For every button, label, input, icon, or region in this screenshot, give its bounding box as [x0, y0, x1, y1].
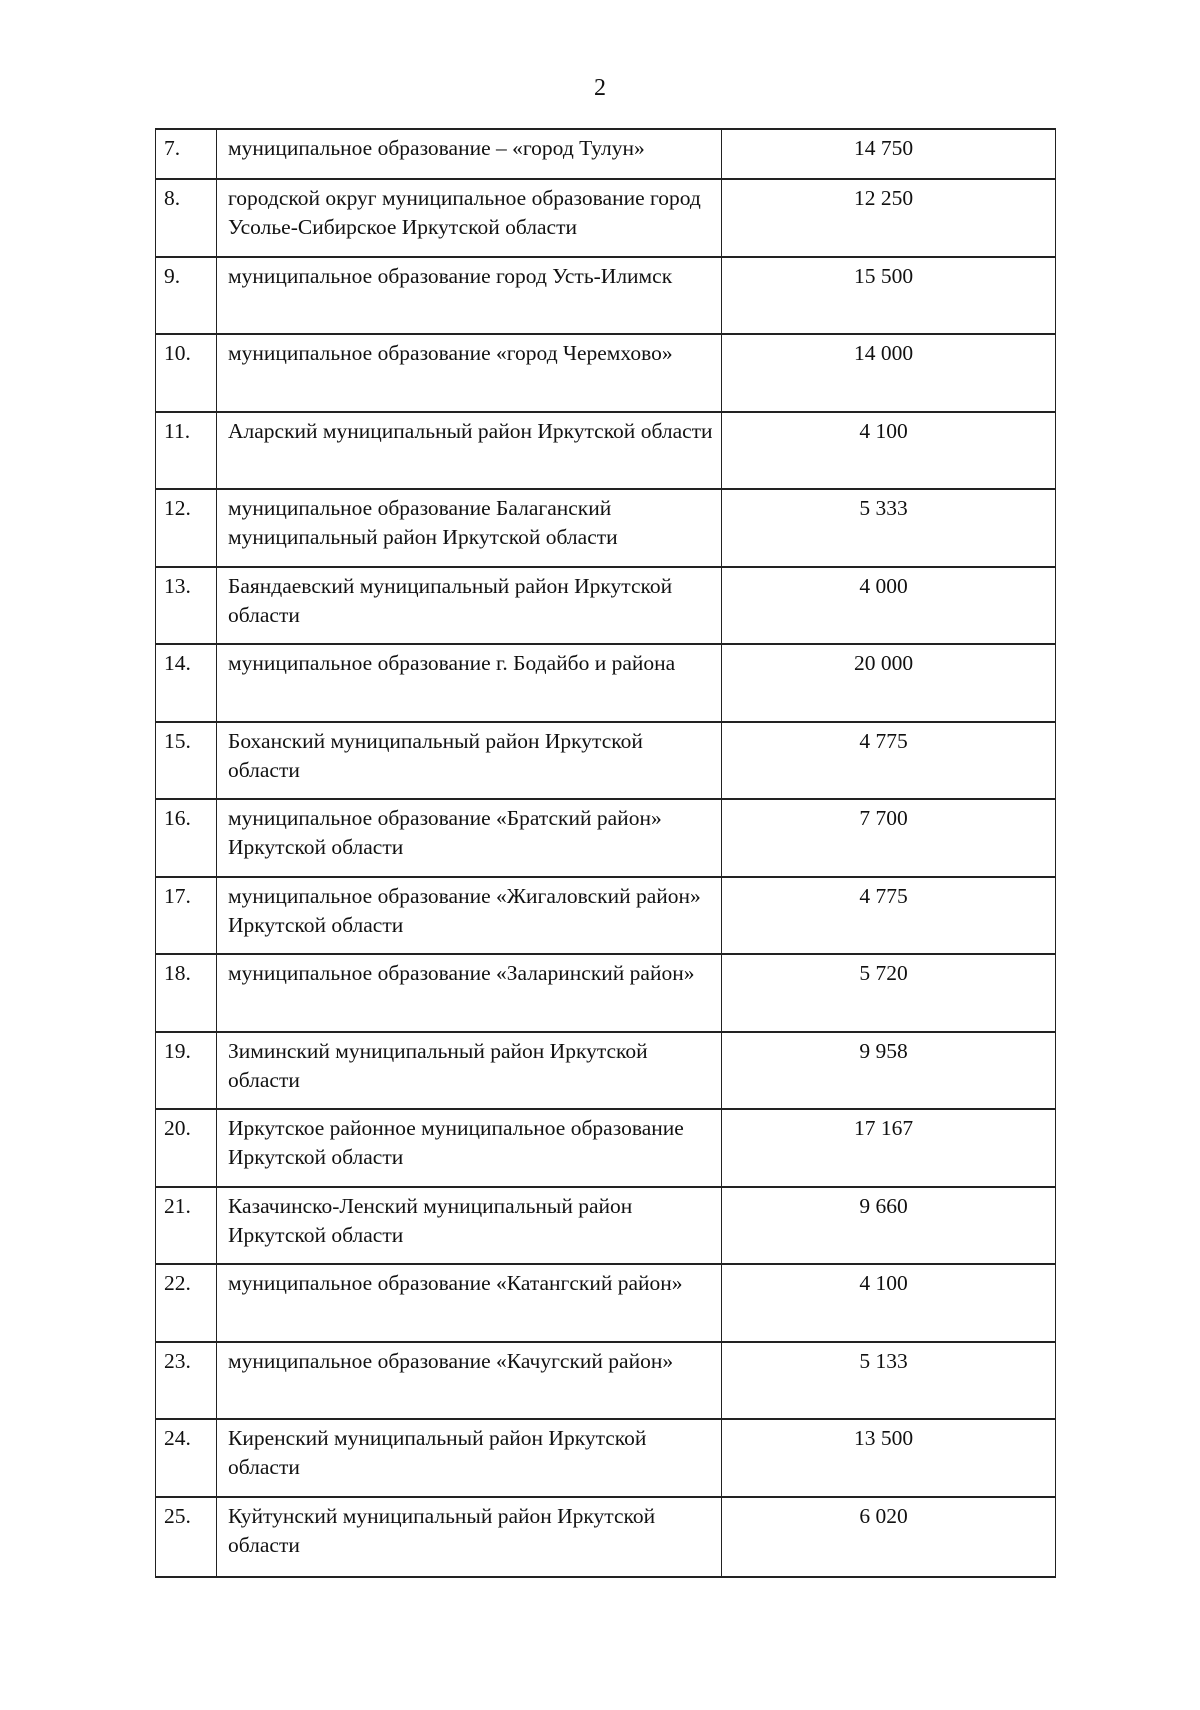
allocation-amount: 4 100 — [722, 1265, 1056, 1341]
municipality-name: Киренский муниципальный район Иркутской области — [217, 1420, 722, 1496]
municipality-name: Куйтунский муниципальный район Иркутской области — [217, 1498, 722, 1576]
table-row — [156, 490, 1056, 568]
table-row — [156, 180, 1056, 258]
allocation-amount: 9 958 — [722, 1033, 1056, 1109]
municipality-name: муниципальное образование «Заларинский район» — [217, 955, 722, 1031]
municipality-name: Боханский муниципальный район Иркутской области — [217, 723, 722, 799]
allocation-amount: 15 500 — [722, 258, 1056, 334]
table-row — [156, 335, 1056, 413]
municipality-name: муниципальное образование «город Черемхово» — [217, 335, 722, 411]
municipality-name: Аларский муниципальный район Иркутской области — [217, 413, 722, 489]
municipality-name: городской округ муниципальное образование город Усолье-Сибирское Иркутской области — [217, 180, 722, 256]
row-number: 10. — [156, 335, 217, 411]
row-number: 23. — [156, 1343, 217, 1419]
row-number: 12. — [156, 490, 217, 566]
table-row — [156, 1265, 1056, 1343]
table-row — [156, 878, 1056, 956]
table-row — [156, 1110, 1056, 1188]
allocation-amount: 4 100 — [722, 413, 1056, 489]
allocation-amount: 13 500 — [722, 1420, 1056, 1496]
row-number: 16. — [156, 800, 217, 876]
allocation-amount: 6 020 — [722, 1498, 1056, 1576]
municipality-name: Иркутское районное муниципальное образование Иркутской области — [217, 1110, 722, 1186]
allocation-amount: 9 660 — [722, 1188, 1056, 1264]
row-number: 8. — [156, 180, 217, 256]
allocation-amount: 5 133 — [722, 1343, 1056, 1419]
row-number: 22. — [156, 1265, 217, 1341]
allocation-amount: 4 775 — [722, 723, 1056, 799]
allocation-amount: 14 750 — [722, 130, 1056, 178]
table-row — [156, 1343, 1056, 1421]
row-number: 19. — [156, 1033, 217, 1109]
row-number: 17. — [156, 878, 217, 954]
municipality-name: Зиминский муниципальный район Иркутской области — [217, 1033, 722, 1109]
table-row — [156, 1033, 1056, 1111]
table-row — [156, 800, 1056, 878]
row-number: 11. — [156, 413, 217, 489]
table-row — [156, 1188, 1056, 1266]
row-number: 20. — [156, 1110, 217, 1186]
municipality-name: муниципальное образование «Братский район» Иркутской области — [217, 800, 722, 876]
allocation-amount: 7 700 — [722, 800, 1056, 876]
allocation-amount: 14 000 — [722, 335, 1056, 411]
municipality-name: муниципальное образование «Качугский район» — [217, 1343, 722, 1419]
allocation-amount: 4 775 — [722, 878, 1056, 954]
table-row — [156, 413, 1056, 491]
table-row — [156, 645, 1056, 723]
row-number: 21. — [156, 1188, 217, 1264]
allocation-amount: 4 000 — [722, 568, 1056, 644]
table-row — [156, 723, 1056, 801]
municipality-name: Казачинско-Ленский муниципальный район Иркутской области — [217, 1188, 722, 1264]
allocation-amount: 12 250 — [722, 180, 1056, 256]
allocation-amount: 5 720 — [722, 955, 1056, 1031]
page-number: 2 — [594, 75, 606, 101]
municipality-name: муниципальное образование «Жигаловский район» Иркутской области — [217, 878, 722, 954]
row-number: 24. — [156, 1420, 217, 1496]
municipality-name: муниципальное образование – «город Тулун» — [217, 130, 722, 178]
municipality-name: муниципальное образование Балаганский муниципальный район Иркутской области — [217, 490, 722, 566]
table-row — [156, 568, 1056, 646]
row-number: 14. — [156, 645, 217, 721]
allocation-amount: 5 333 — [722, 490, 1056, 566]
table-row — [156, 1498, 1056, 1578]
municipality-name: муниципальное образование город Усть-Илимск — [217, 258, 722, 334]
row-number: 18. — [156, 955, 217, 1031]
table-row — [156, 1420, 1056, 1498]
municipality-name: муниципальное образование «Катангский район» — [217, 1265, 722, 1341]
allocation-table — [155, 128, 1056, 1578]
table-row — [156, 130, 1056, 180]
allocation-amount: 20 000 — [722, 645, 1056, 721]
row-number: 7. — [156, 130, 217, 178]
row-number: 13. — [156, 568, 217, 644]
row-number: 9. — [156, 258, 217, 334]
municipality-name: муниципальное образование г. Бодайбо и района — [217, 645, 722, 721]
municipality-name: Баяндаевский муниципальный район Иркутской области — [217, 568, 722, 644]
row-number: 15. — [156, 723, 217, 799]
row-number: 25. — [156, 1498, 217, 1576]
table-row — [156, 258, 1056, 336]
allocation-amount: 17 167 — [722, 1110, 1056, 1186]
table-row — [156, 955, 1056, 1033]
